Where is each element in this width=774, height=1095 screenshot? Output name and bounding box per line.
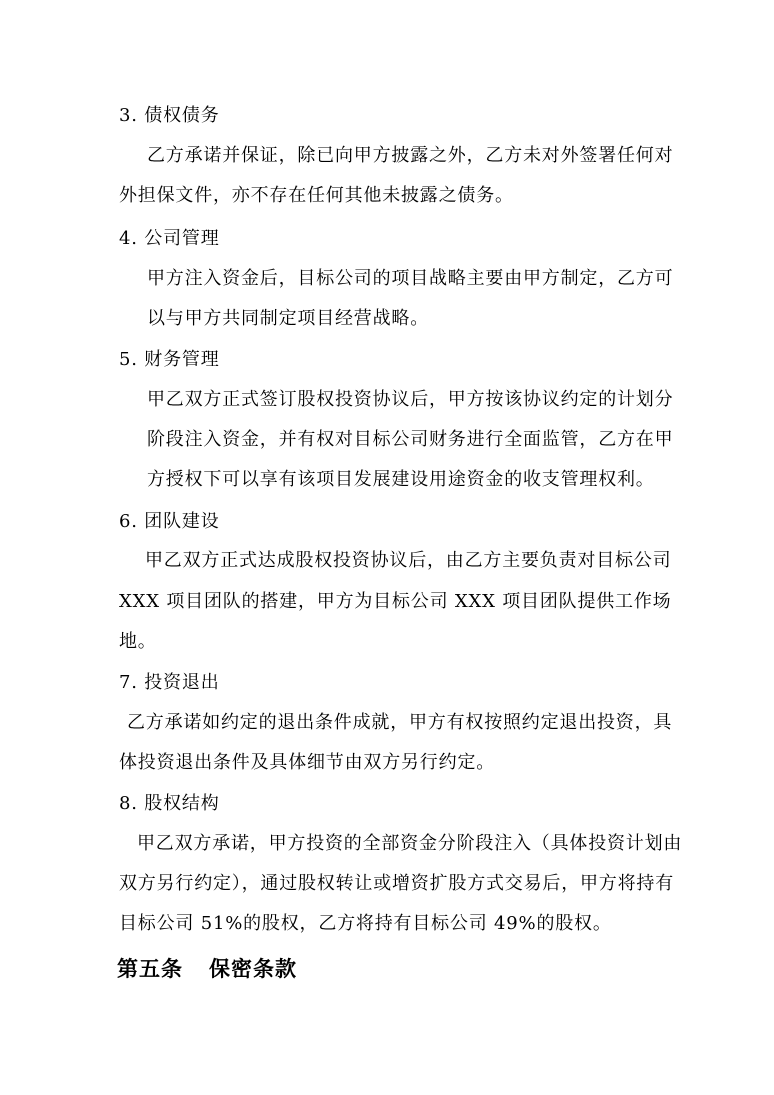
paragraph-line: 甲乙双方正式签订股权投资协议后，甲方按该协议约定的计划分 [147, 389, 674, 410]
paragraph-line: 甲方注入资金后，目标公司的项目战略主要由甲方制定，乙方可 [147, 268, 674, 289]
section-heading-team-building: 6. 团队建设 [119, 511, 220, 532]
paragraph-line: 方授权下可以享有该项目发展建设用途资金的收支管理权利。 [147, 469, 655, 490]
paragraph-line: 双方另行约定），通过股权转让或增资扩股方式交易后，甲方将持有 [119, 873, 674, 894]
paragraph-line: 阶段注入资金，并有权对目标公司财务进行全面监管，乙方在甲 [147, 429, 674, 450]
section-heading-company-management: 4. 公司管理 [119, 228, 220, 249]
section-heading-financial-management: 5. 财务管理 [119, 349, 220, 370]
article-number: 第五条 [117, 957, 183, 981]
paragraph-line: 外担保文件，亦不存在任何其他未披露之债务。 [119, 185, 514, 206]
paragraph-line: 甲乙双方正式达成股权投资协议后，由乙方主要负责对目标公司 [145, 550, 672, 571]
section-heading-debts: 3. 债权债务 [119, 105, 220, 126]
paragraph-line: 体投资退出条件及具体细节由双方另行约定。 [119, 752, 495, 773]
paragraph-line: 地。 [119, 631, 157, 652]
section-heading-investment-exit: 7. 投资退出 [119, 672, 220, 693]
article-heading [117, 955, 297, 983]
paragraph-line: XXX 项目团队的搭建，甲方为目标公司 XXX 项目团队提供工作场 [119, 591, 672, 612]
paragraph-line: 以与甲方共同制定项目经营战略。 [147, 308, 429, 329]
paragraph-line: 乙方承诺如约定的退出条件成就，甲方有权按照约定退出投资，具 [127, 712, 673, 733]
paragraph-line: 甲乙双方承诺，甲方投资的全部资金分阶段注入（具体投资计划由 [137, 833, 683, 854]
paragraph-line: 目标公司 51%的股权，乙方将持有目标公司 49%的股权。 [119, 913, 612, 934]
paragraph-line: 乙方承诺并保证，除已向甲方披露之外，乙方未对外签署任何对 [147, 145, 674, 166]
section-heading-equity-structure: 8. 股权结构 [119, 793, 220, 814]
article-title: 保密条款 [209, 957, 297, 981]
